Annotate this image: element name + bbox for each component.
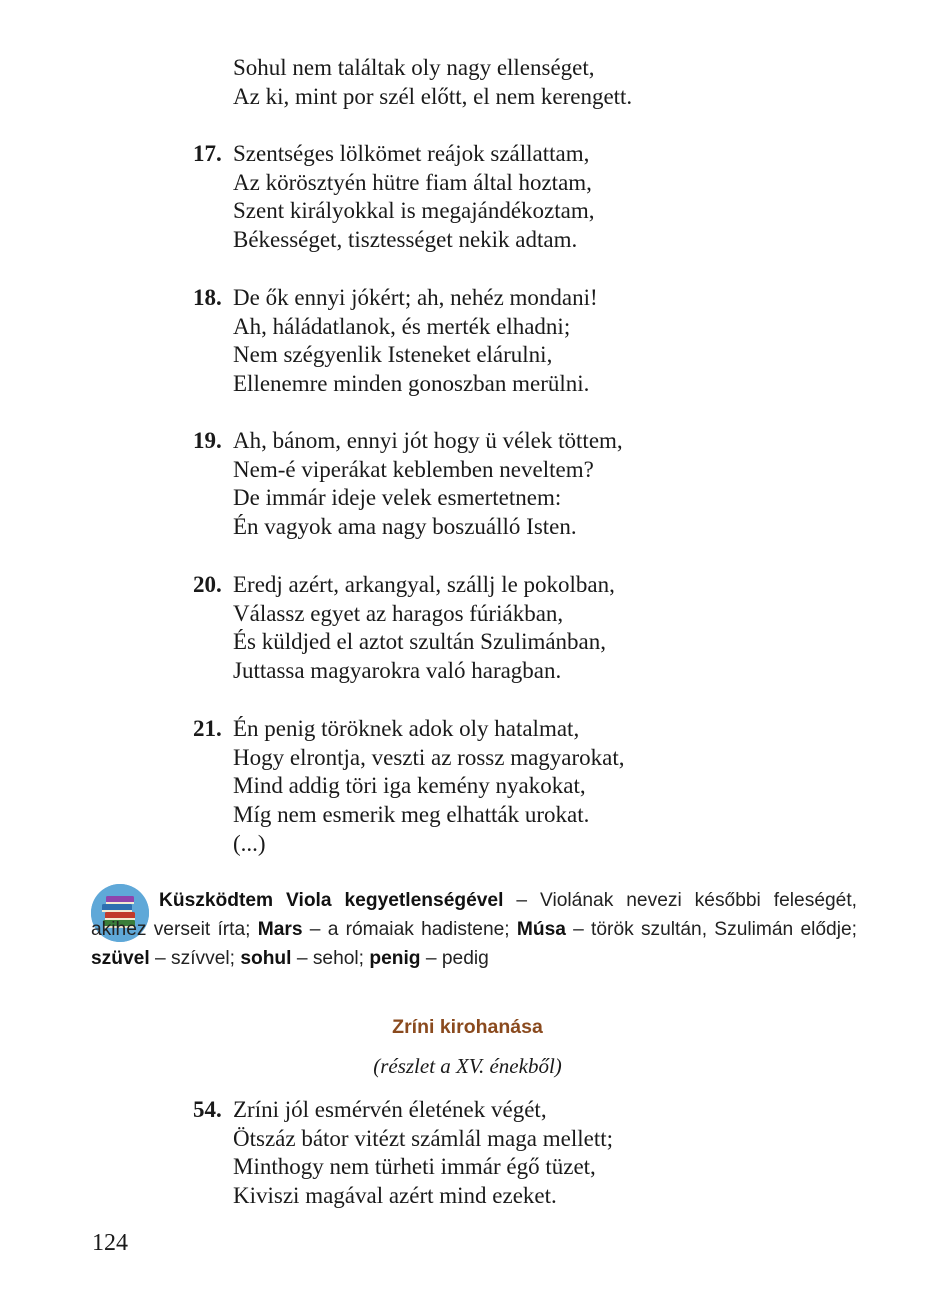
poem-line: És küldjed el aztot szultán Szulimánban,	[233, 629, 607, 655]
glossary-definition: – sehol;	[291, 948, 370, 969]
stanza-number: 17.	[193, 141, 222, 166]
poem-line: Eredj azért, arkangyal, szállj le pokolban,	[233, 572, 615, 597]
stanza-number: 21.	[193, 716, 222, 741]
poem-line: De ők ennyi jókért; ah, nehéz mondani!	[233, 285, 598, 310]
poem-line: Én penig töröknek adok oly hatalmat,	[233, 716, 580, 741]
section-caption: (részlet a XV. énekből)	[373, 1054, 562, 1078]
poem-line: Az körösztyén hütre fiam által hoztam,	[233, 169, 592, 195]
poem-line: Hogy elrontja, veszti az rossz magyarokat,	[233, 744, 625, 770]
poem-line: Ah, bánom, ennyi jót hogy ü vélek töttem,	[233, 428, 623, 453]
poem-line: Az ki, mint por szél előtt, el nem kerengett.	[233, 83, 633, 109]
stanza-number: 54.	[193, 1097, 222, 1122]
glossary-definition: – Violának nevezi későbbi feleségét, akihez verseit írta;	[91, 890, 857, 940]
stanza-54	[193, 1096, 613, 1211]
glossary-term: penig	[369, 948, 421, 969]
poem-line: Nem-é viperákat keblemben neveltem?	[233, 456, 594, 482]
poem-line: Juttassa magyarokra való haragban.	[233, 658, 562, 684]
glossary-definition: – török szultán, Szulimán elődje;	[565, 919, 857, 940]
glossary-definition: – szívvel;	[149, 948, 241, 969]
stanza-21	[193, 715, 625, 859]
stanza-number: 20.	[193, 572, 222, 597]
glossary-term: szüvel	[91, 948, 150, 969]
glossary	[91, 886, 857, 973]
stanza-18	[193, 284, 598, 399]
poem-line: Válassz egyet az haragos fúriákban,	[233, 600, 564, 626]
poem-line: Zríni jól esmérvén életének végét,	[233, 1097, 547, 1122]
poem-line: De immár ideje velek esmertetnem:	[233, 485, 562, 511]
poem-line: Én vagyok ama nagy boszuálló Isten.	[233, 514, 577, 540]
poem-line: Ötszáz bátor vitézt számlál maga mellett;	[233, 1125, 613, 1151]
poem-line: Sohul nem találtak oly nagy ellenséget,	[233, 55, 595, 80]
section-title: Zríni kirohanása	[392, 1016, 543, 1038]
glossary-definition: – pedig	[420, 948, 489, 969]
poem-line: Kiviszi magával azért mind ezeket.	[233, 1183, 557, 1209]
page-number: 124	[92, 1230, 128, 1256]
poem-continuation	[193, 54, 632, 111]
stanza-20	[193, 571, 615, 686]
poem-line: Békességet, tisztességet nekik adtam.	[233, 227, 578, 253]
stanza-number: 19.	[193, 428, 222, 453]
poem-line: Szent királyokkal is megajándékoztam,	[233, 198, 595, 224]
glossary-term: sohul	[240, 948, 292, 969]
poem-line: (...)	[233, 830, 266, 856]
stanza-17	[193, 140, 595, 255]
glossary-definition: – a rómaiak hadistene;	[302, 919, 517, 940]
poem-line: Míg nem esmerik meg elhatták urokat.	[233, 802, 590, 828]
glossary-term: Küszködtem Viola kegyetlenségével	[159, 890, 504, 911]
poem-line: Mind addig töri iga kemény nyakokat,	[233, 773, 586, 799]
poem-line: Ah, háládatlanok, és merték elhadni;	[233, 313, 571, 339]
poem-line: Minthogy nem türheti immár égő tüzet,	[233, 1154, 596, 1180]
glossary-term: Mars	[257, 919, 303, 940]
stanza-number: 18.	[193, 285, 222, 310]
poem-line: Nem szégyenlik Isteneket elárulni,	[233, 342, 553, 368]
poem-line: Szentséges lölkömet reájok szállattam,	[233, 141, 590, 166]
stanza-19	[193, 427, 623, 542]
poem-line: Ellenemre minden gonoszban merülni.	[233, 371, 590, 397]
glossary-term: Músa	[516, 919, 566, 940]
